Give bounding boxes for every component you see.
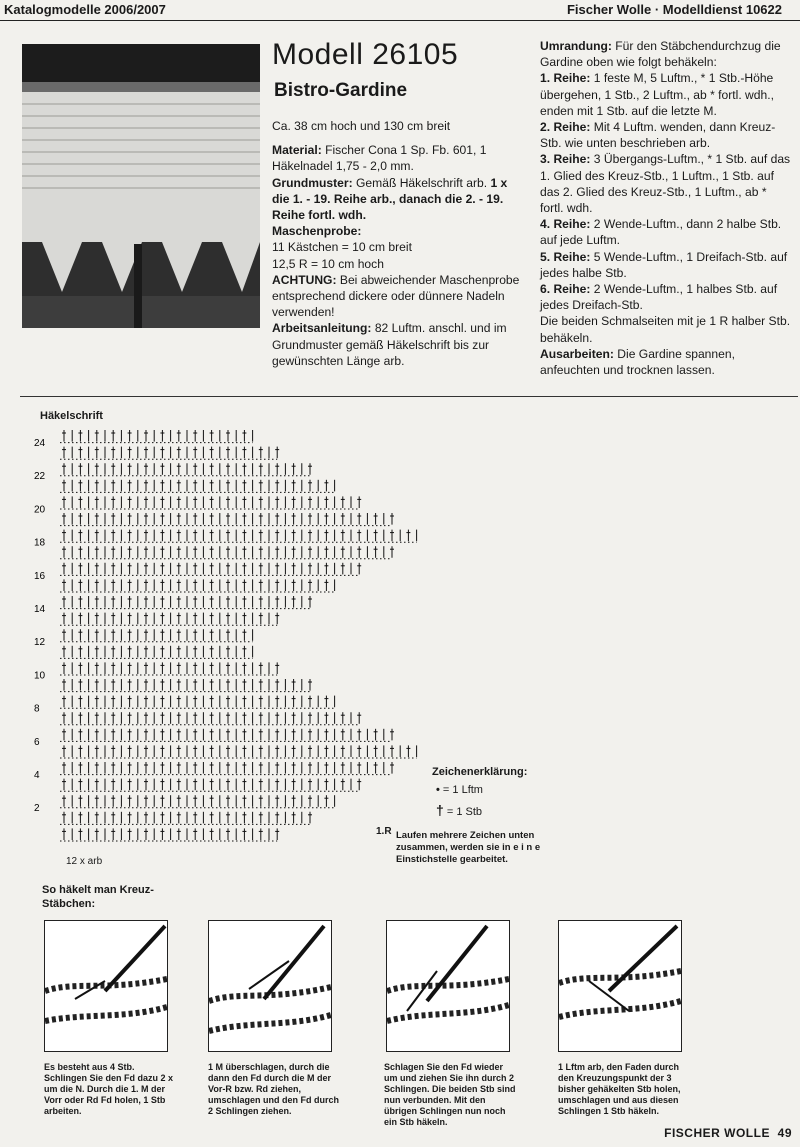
stitch-text: = 1 Stb	[446, 806, 483, 818]
row-label: 12	[34, 637, 46, 649]
legend-stitch	[436, 802, 482, 818]
curtain-photo	[22, 44, 260, 328]
row-label: 8	[34, 703, 40, 715]
step-caption-4: 1 Lftm arb, den Faden durch den Kreuzungspunkt der 3 bisher gehäkelten Stb holen, umschlagen und aus diesen Schlingen 1 Stb häkeln.	[558, 1062, 681, 1116]
umrandung-paragraph	[540, 38, 792, 70]
grundmuster-label: Grundmuster:	[272, 175, 353, 190]
step-caption-3: Schlagen Sie den Fd wieder um und ziehen Sie ihn durch 2 Schlingen. Die beiden Stb sind nun verbunden. Mit den übrigen Schlingen nun noch ein Stb häkeln.	[384, 1062, 516, 1127]
row-label: 14	[34, 604, 46, 615]
size-text: Ca. 38 cm hoch und 130 cm breit	[272, 119, 451, 133]
kreuz-title: So häkelt man Kreuz-Stäbchen:	[42, 884, 154, 910]
grundmuster-text: Gemäß Häkelschrift arb.	[356, 175, 488, 190]
row-label: 20	[34, 504, 46, 516]
row-label: 10	[34, 670, 46, 682]
chain-text: = 1 Lftm	[442, 784, 483, 796]
grundmuster-paragraph	[272, 175, 528, 224]
row-label: 24	[34, 438, 46, 449]
step-caption-2: 1 M überschlagen, durch die dann den Fd durch die M der Vor-R bzw. Rd ziehen, umschlagen und den Fd durch 2 Schlingen ziehen.	[208, 1062, 340, 1116]
chain-symbol-icon: •	[436, 784, 440, 796]
ausarbeiten-label: Ausarbeiten:	[540, 346, 614, 361]
row-label: 6	[34, 736, 40, 748]
umrandung-label: Umrandung:	[540, 39, 612, 53]
umrandung-intro: Für den Stäbchendurchzug die Gardine oben wie folgt behäkeln:	[540, 39, 781, 70]
row-3: 3. Reihe: 3 Übergangs-Luftm., * 1 Stb. auf das 1. Glied des Kreuz-Stb., 1 Luftm., 1 Stb. auf das 2. Glied des Kreuz-Stb., 1 Luftm., ab * fortl. wdh.	[540, 152, 791, 216]
ausarbeiten-text: Die Gardine spannen, anfeuchten und trocknen lassen.	[540, 346, 735, 378]
row-5: 5. Reihe: 5 Wende-Luftm., 1 Dreifach-Stb. auf jedes halbe Stb.	[540, 249, 788, 280]
achtung-label: ACHTUNG:	[272, 272, 337, 287]
row-label: 22	[34, 471, 46, 483]
anleitung-text: 82 Luftm. anschl. und im Grundmuster gemäß Häkelschrift bis zur gewünschten Länge arb.	[272, 321, 507, 368]
maschenprobe-label: Maschenprobe:	[272, 224, 362, 239]
achtung-text: Bei abweichender Maschenprobe entsprechend dickere oder dünnere Nadeln verwenden!	[272, 272, 520, 320]
repeat-label: 12 x arb	[66, 856, 103, 867]
anleitung-label: Arbeitsanleitung:	[272, 321, 372, 336]
first-row-label: 1.R	[376, 826, 392, 837]
material-label: Material:	[272, 143, 322, 158]
step-illustration-1	[44, 920, 168, 1052]
row-6: 6. Reihe: 2 Wende-Luftm., 1 halbes Stb. auf jedes Dreifach-Stb.	[540, 282, 778, 313]
material-text: Fischer Cona 1 Sp. Fb. 601, 1 Häkelnadel 1,75 - 2,0 mm.	[272, 143, 487, 174]
grundmuster-bold: 1 x die 1. - 19. Reihe arb., danach die 2. - 19. Reihe fortl. wdh.	[272, 175, 508, 223]
row-1: 1. Reihe: 1 feste M, 5 Luftm., * 1 Stb.-Höhe übergehen, 1 Stb., 2 Luftm., ab * fortl. wdh., enden mit 1 Stb. auf die letzte M.	[540, 71, 774, 118]
model-subtitle: Bistro-Gardine	[274, 80, 408, 101]
chart-frame-top	[20, 396, 798, 399]
achtung-paragraph	[272, 272, 528, 321]
instructions-left	[272, 118, 528, 369]
page-number: 49	[777, 1126, 792, 1140]
material-paragraph	[272, 142, 528, 174]
anleitung-paragraph	[272, 320, 528, 369]
step-illustration-2	[208, 920, 332, 1052]
legend-title: Zeichenerklärung:	[432, 766, 528, 778]
instructions-right	[540, 38, 792, 378]
chart-grid	[60, 430, 417, 841]
catalog-title: Katalogmodelle 2006/2007	[4, 2, 166, 17]
step-illustration-3	[386, 920, 510, 1052]
row-labels	[34, 438, 46, 814]
chart-title: Häkelschrift	[40, 410, 103, 422]
row-2: 2. Reihe: Mit 4 Luftm. wenden, dann Kreuz-Stb. wie unten beschrieben arb.	[540, 120, 776, 151]
service-title: Fischer Wolle · Modelldienst 10622	[566, 2, 782, 17]
legend-chain	[436, 784, 483, 796]
chart-note: Laufen mehrere Zeichen unten zusammen, werden sie in e i n e Einstichstelle gearbeitet.	[396, 830, 541, 865]
step-caption-1: Es besteht aus 4 Stb. Schlingen Sie den Fd dazu 2 x um die N. Durch die 1. M der Vorr oder Rd Fd holen, 1 Stb arbeiten.	[44, 1062, 174, 1116]
row-label: 16	[34, 570, 46, 582]
model-title: Modell 26105	[272, 38, 459, 71]
step-illustration-4	[558, 920, 682, 1052]
footer-brand: FISCHER WOLLE	[664, 1126, 770, 1140]
row-4: 4. Reihe: 2 Wende-Luftm., dann 2 halbe Stb. auf jede Luftm.	[540, 217, 782, 248]
maschenprobe-2: 12,5 R = 10 cm hoch	[272, 256, 384, 271]
row-label: 2	[34, 803, 40, 815]
page-footer	[664, 1126, 792, 1140]
row-label: 4	[34, 770, 40, 781]
stitch-symbol-icon: †	[436, 802, 444, 818]
closing-text: Die beiden Schmalseiten mit je 1 R halber Stb. behäkeln.	[540, 314, 791, 345]
ausarbeiten-paragraph	[540, 346, 792, 378]
row-label: 18	[34, 537, 46, 549]
maschenprobe-1: 11 Kästchen = 10 cm breit	[272, 240, 412, 255]
